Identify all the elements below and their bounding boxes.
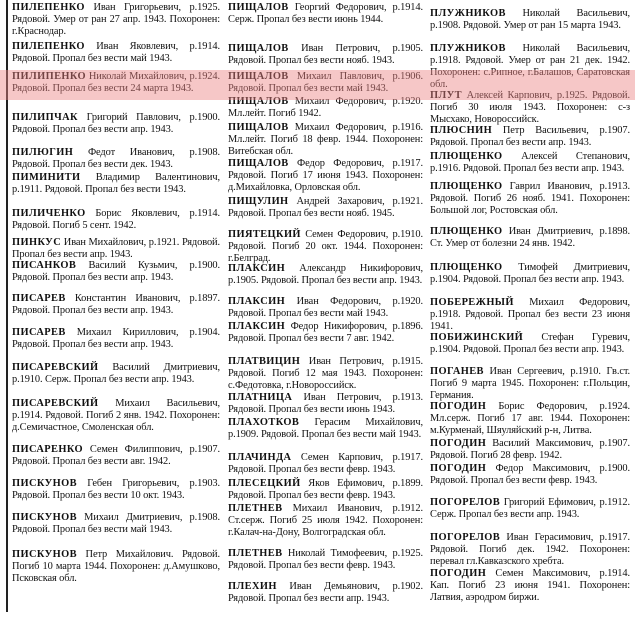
list-item: ПЛАЧИНДА Семен Карпович, р.1917. Рядовой. Пропал без вести февр. 1943. (228, 452, 423, 476)
list-item: ПЛЕСЕЦКИЙ Яков Ефимович, р.1899. Рядовой. Пропал без вести февр. 1943. (228, 478, 424, 502)
list-item-highlighted: ПИЛИПЕНКО Николай Михайлович, р.1924. Рядовой. Пропал без вести 24 марта 1943. (12, 71, 220, 95)
list-item: ПИЩАЛОВ Федор Федорович, р.1917. Рядовой. Погиб 17 июня 1943. Похоронен: д.Михайловка, Орловская обл. (228, 158, 423, 194)
list-item: ПОГОДИН Борис Федорович, р.1924. Мл.серж. Погиб 17 авг. 1944. Похоронен: м.Курменай, Шяуляйский р-н, Литва. (430, 401, 631, 437)
list-item: ПЛУТ Алексей Карпович, р.1925. Рядовой. Погиб 30 июля 1943. Похоронен: с-з Мысхако, Новороссийск. (430, 90, 631, 126)
list-item: ПОБИЖИНСКИЙ Стефан Гуревич, р.1904. Рядовой. Пропал без вести апр. 1943. (430, 332, 630, 356)
list-item: ПИЩУЛИН Андрей Захарович, р.1921. Рядовой. Пропал без вести нояб. 1945. (228, 196, 423, 220)
list-item: ПЛАХОТКОВ Герасим Михайлович, р.1909. Рядовой. Пропал без вести май 1943. (228, 417, 423, 441)
list-item: ПЛАКСИН Иван Федорович, р.1920. Рядовой. Пропал без вести май 1943. (228, 296, 424, 320)
list-item: ПИЩАЛОВ Михаил Федорович, р.1916. Мл.лейт. Погиб 18 февр. 1944. Похоронен: Витебская обл. (228, 122, 423, 158)
list-item: ПЛАКСИН Александр Никифорович, р.1905. Рядовой. Пропал без вести апр. 1943. (228, 263, 423, 287)
list-item: ПЛЮЩЕНКО Иван Дмитриевич, р.1898. Ст. Умер от болезни 24 янв. 1942. (430, 226, 630, 250)
list-item: ПИМИНИТИ Владимир Валентинович, р.1911. Рядовой. Пропал без вести 1943. (12, 172, 220, 196)
list-item: ПИЛИПЧАК Григорий Павлович, р.1900. Рядовой. Пропал без вести апр. 1943. (12, 112, 220, 136)
list-item: ПЛЕТНЕВ Михаил Иванович, р.1912. Ст.серж. Погиб 25 июля 1942. Похоронен: г.Калач-на-Дону, Волгоградская обл. (228, 503, 423, 539)
list-item: ПЛЮЩЕНКО Гаврил Иванович, р.1913. Рядовой. Погиб 26 нояб. 1941. Похоронен: Большой лог, Ростовская обл. (430, 181, 630, 217)
list-item: ПЛЮСНИН Петр Васильевич, р.1907. Рядовой. Пропал без вести апр. 1943. (430, 125, 630, 149)
list-item: ПЛАТНИЦА Иван Петрович, р.1913. Рядовой. Пропал без вести июнь 1943. (228, 392, 424, 416)
list-item: ПИСАРЕВ Михаил Кириллович, р.1904. Рядовой. Пропал без вести апр. 1943. (12, 327, 220, 351)
list-item: ПЛУЖНИКОВ Николай Васильевич, р.1908. Рядовой. Умер от ран 15 марта 1943. (430, 8, 630, 32)
list-item: ПИСКУНОВ Михаил Дмитриевич, р.1908. Рядовой. Пропал без вести май 1943. (12, 512, 220, 536)
list-item: ПИСКУНОВ Петр Михайлович. Рядовой. Погиб 10 марта 1944. Похоронен: д.Амушково, Псковская обл. (12, 549, 220, 585)
list-item: ПИЩАЛОВ Иван Петрович, р.1905. Рядовой. Пропал без вести нояб. 1943. (228, 43, 424, 67)
list-item: ПИЩАЛОВ Михаил Федорович, р.1920. Мл.лейт. Погиб 1942. (228, 96, 423, 120)
list-item: ПИЩАЛОВ Георгий Федорович, р.1914. Серж. Пропал без вести июнь 1944. (228, 2, 423, 26)
list-item: ПИЯТЕЦКИЙ Семен Федорович, р.1910. Рядовой. Погиб 20 окт. 1944. Похоронен: г.Белград. (228, 229, 423, 265)
list-item: ПОГОРЕЛОВ Иван Герасимович, р.1917. Рядовой. Погиб дек. 1942. Похоронен: перевал гл.Кавказского хребта. (430, 532, 631, 568)
list-item: ПЛЮЩЕНКО Алексей Степанович, р.1916. Рядовой. Пропал без вести апр. 1943. (430, 151, 630, 175)
list-item-highlighted: ПИЩАЛОВ Михаил Павлович, р.1906. Рядовой. Пропал без вести май 1943. (228, 71, 423, 95)
list-item: ПИЛИЧЕНКО Борис Яковлевич, р.1914. Рядовой. Погиб 5 сент. 1942. (12, 208, 221, 232)
list-item: ПИСАРЕВСКИЙ Михаил Васильевич, р.1914. Рядовой. Погиб 2 янв. 1942. Похоронен: д.Семичастное, Смоленская обл. (12, 398, 220, 434)
list-item: ПОГОРЕЛОВ Григорий Ефимович, р.1912. Серж. Пропал без вести апр. 1943. (430, 497, 631, 521)
list-item: ПОГОДИН Семен Максимович, р.1914. Кап. Погиб 23 июня 1941. Похоронен: Латвия, аэродром биржи. (430, 568, 630, 604)
list-item: ПИСАНКОВ Василий Кузьмич, р.1900. Рядовой. Пропал без вести апр. 1943. (12, 260, 221, 284)
list-item: ПИСАРЕВ Константин Иванович, р.1897. Рядовой. Пропал без вести апр. 1943. (12, 293, 221, 317)
list-item: ПИЛЕПЕНКО Иван Яковлевич, р.1914. Рядовой. Пропал без вести май 1943. (12, 41, 221, 65)
list-item: ПОГОДИН Федор Максимович, р.1900. Рядовой. Пропал без вести февр. 1943. (430, 463, 630, 487)
list-item: ПИЛЮГИН Федот Иванович, р.1908. Рядовой. Пропал без вести дек. 1943. (12, 147, 220, 171)
list-item: ПЛЕХИН Иван Демьянович, р.1902. Рядовой. Пропал без вести апр. 1943. (228, 581, 423, 605)
list-item: ПЛАКСИН Федор Никифорович, р.1896. Рядовой. Пропал без вести 7 авг. 1942. (228, 321, 423, 345)
list-item: ПИСАРЕНКО Семен Филиппович, р.1907. Рядовой. Пропал без вести авг. 1942. (12, 444, 220, 468)
list-item: ПЛЮЩЕНКО Тимофей Дмитриевич, р.1904. Рядовой. Пропал без вести апр. 1943. (430, 262, 630, 286)
list-item: ПОГАНЕВ Иван Сергеевич, р.1910. Гв.ст. Погиб 9 марта 1945. Похоронен: г.Польцин, Германия. (430, 366, 631, 402)
list-item: ПИЛЕПЕНКО Иван Григорьевич, р.1925. Рядовой. Умер от ран 27 апр. 1943. Похоронен: г.Краснодар. (12, 2, 220, 38)
margin-rule (6, 0, 8, 612)
list-item: ПИСАРЕВСКИЙ Василий Дмитриевич, р.1910. Серж. Пропал без вести апр. 1943. (12, 362, 220, 386)
list-item: ПЛЕТНЕВ Николай Тимофеевич, р.1925. Рядовой. Пропал без вести февр. 1943. (228, 548, 423, 572)
list-item: ПЛАТВИЦИН Иван Петрович, р.1915. Рядовой. Погиб 12 мая 1943. Похоронен: с.Федотовка, г.Новороссийск. (228, 356, 424, 392)
list-item: ПОБЕРЕЖНЫЙ Михаил Федорович, р.1918. Рядовой. Пропал без вести 23 июня 1941. (430, 297, 630, 333)
list-item-highlighted: ПЛУЖНИКОВ Николай Васильевич, р.1918. Рядовой. Умер от ран 21 дек. 1942. Похоронен: с.Рипное, г.Балашов, Саратовская обл. (430, 43, 630, 91)
list-item: ПИНКУС Иван Михайлович, р.1921. Рядовой. Пропал без вести апр. 1943. (12, 237, 220, 261)
list-item: ПОГОДИН Василий Максимович, р.1907. Рядовой. Погиб 28 февр. 1942. (430, 438, 630, 462)
list-item: ПИСКУНОВ Гебен Григорьевич, р.1903. Рядовой. Пропал без вести 10 окт. 1943. (12, 478, 221, 502)
